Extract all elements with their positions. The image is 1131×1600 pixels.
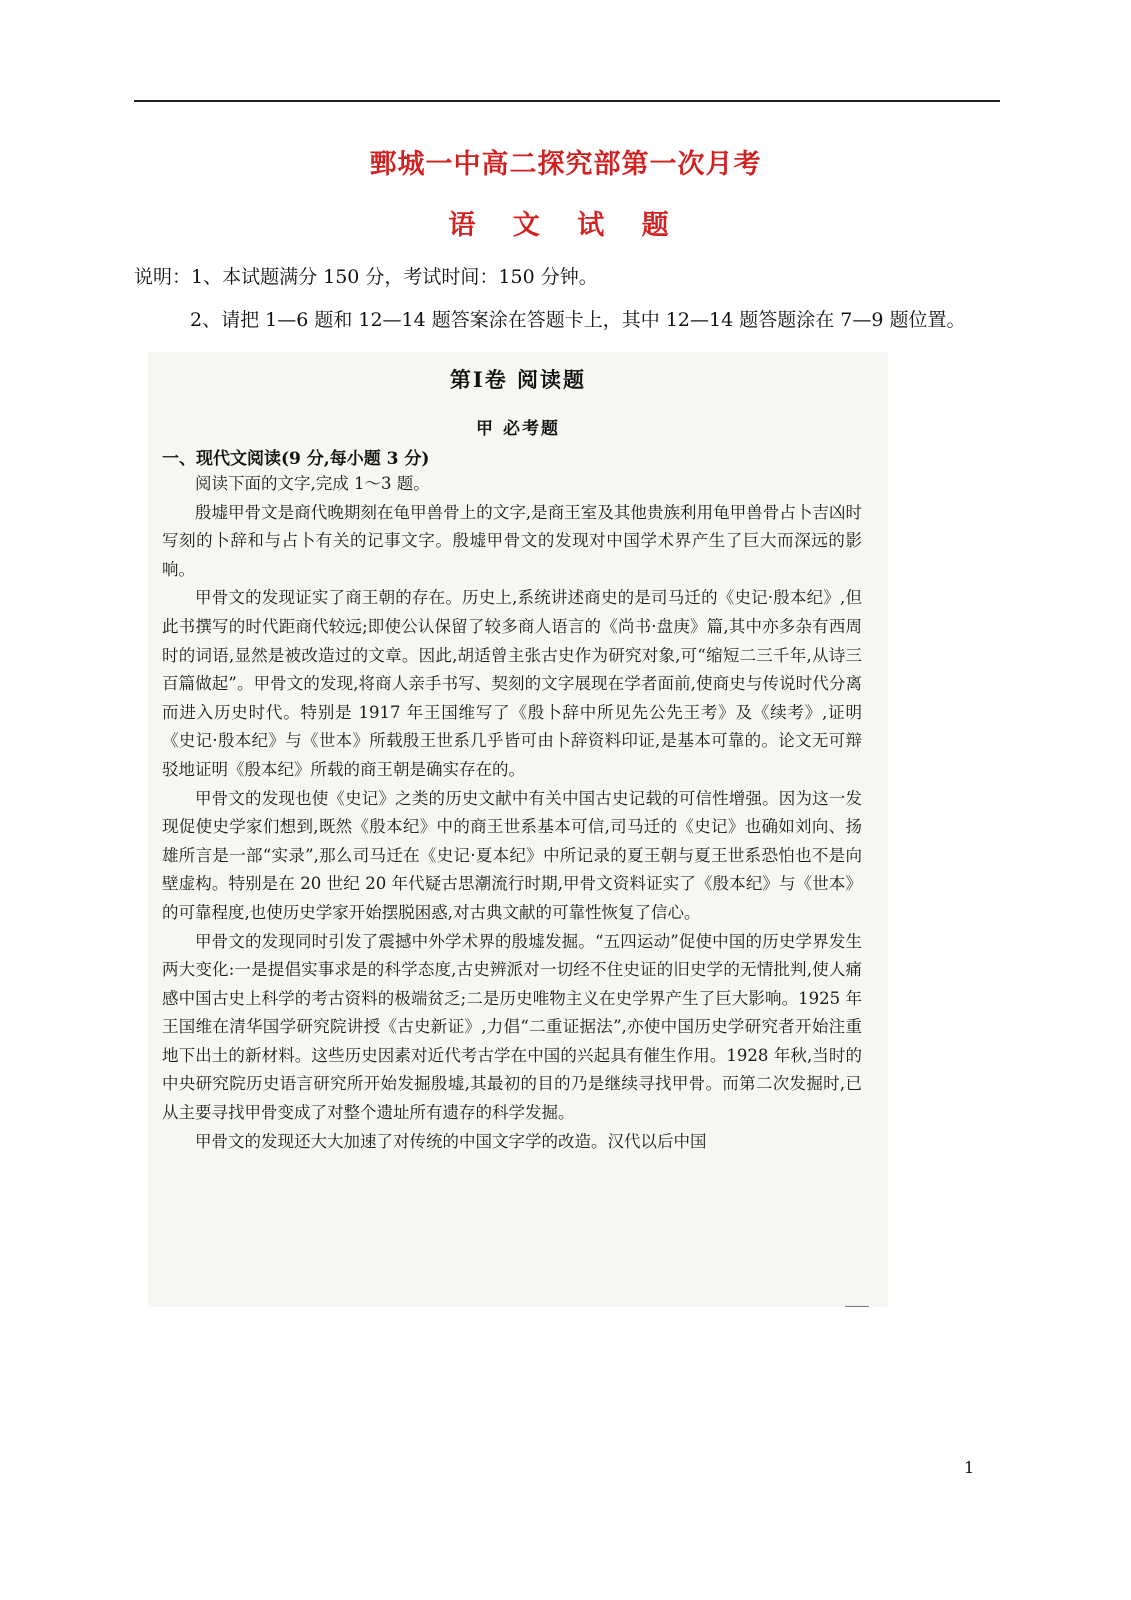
passage-paragraph: 殷墟甲骨文是商代晚期刻在龟甲兽骨上的文字,是商王室及其他贵族利用龟甲兽骨占卜吉凶时写刻的卜辞和与占卜有关的记事文字。殷墟甲骨文的发现对中国学术界产生了巨大而深远的影响。: [162, 502, 862, 579]
scanned-exam-page: [148, 352, 888, 1307]
subsection-title: 甲 必考题: [476, 419, 560, 439]
passage-paragraph: 甲骨文的发现同时引发了震撼中外学术界的殷墟发掘。“五四运动”促使中国的历史学界发生两大变化:一是提倡实事求是的科学态度,古史辨派对一切经不住史证的旧史学的无情批判,使人痛感中国古史上科学的考古资料的极端贫乏;二是历史唯物主义在史学界产生了巨大影响。1925 年王国维在清华国学研究院讲授《古史新证》,力倡“二重证据法”,亦使中国历史学研究者开始注重地下出土的新材料。这些历史因素对近代考古学在中国的兴起具有催生作用。1928 年秋,当时的中央研究院历史语言研究所开始发掘殷墟,其最初的目的乃是继续寻找甲骨。而第二次发掘时,已从主要寻找甲骨变成了对整个遗址所有遗存的科学发掘。: [162, 931, 862, 1123]
page-number: 1: [964, 1458, 975, 1477]
instruction-line-2: 2、请把 1—6 题和 12—14 题答案涂在答题卡上，其中 12—14 题答题涂在 7—9 题位置。: [190, 309, 966, 331]
reading-passage: [162, 470, 862, 1156]
instruction-line-1: 说明：1、本试题满分 150 分，考试时间：150 分钟。: [134, 266, 598, 288]
passage-paragraph: 甲骨文的发现也使《史记》之类的历史文献中有关中国古史记载的可信性增强。因为这一发现促使史学家们想到,既然《殷本纪》中的商王世系基本可信,司马迁的《史记》也确如刘向、扬雄所言是一部“实录”,那么司马迁在《史记·夏本纪》中所记录的夏王朝与夏王世系恐怕也不是向壁虚构。特别是在 20 世纪 20 年代疑古思潮流行时期,甲骨文资料证实了《殷本纪》与《世本》的可靠程度,也使历史学家开始摆脱困惑,对古典文献的可靠性恢复了信心。: [162, 788, 862, 922]
passage-paragraph: 甲骨文的发现还大大加速了对传统的中国文字学的改造。汉代以后中国: [195, 1131, 707, 1151]
exam-subtitle: 语 文 试 题: [448, 210, 683, 241]
footer-rule: [845, 1306, 869, 1307]
passage-paragraph: 阅读下面的文字,完成 1～3 题。: [195, 474, 430, 493]
section-title: 第Ⅰ卷 阅读题: [449, 367, 587, 392]
header-rule: [134, 100, 1000, 102]
passage-paragraph: 甲骨文的发现证实了商王朝的存在。历史上,系统讲述商史的是司马迁的《史记·殷本纪》,但此书撰写的时代距商代较远;即使公认保留了较多商人语言的《尚书·盘庚》篇,其中亦多杂有西周时的词语,显然是被改造过的文章。因此,胡适曾主张古史作为研究对象,可“缩短二三千年,从诗三百篇做起”。甲骨文的发现,将商人亲手书写、契刻的文字展现在学者面前,使商史与传说时代分离而进入历史时代。特别是 1917 年王国维写了《殷卜辞中所见先公先王考》及《续考》,证明《史记·殷本纪》与《世本》所载殷王世系几乎皆可由卜辞资料印证,是基本可靠的。论文无可辩驳地证明《殷本纪》所载的商王朝是确实存在的。: [162, 588, 862, 779]
exam-title: 鄄城一中高二探究部第一次月考: [369, 149, 762, 180]
question-heading: 一、现代文阅读(9 分,每小题 3 分): [162, 449, 430, 469]
